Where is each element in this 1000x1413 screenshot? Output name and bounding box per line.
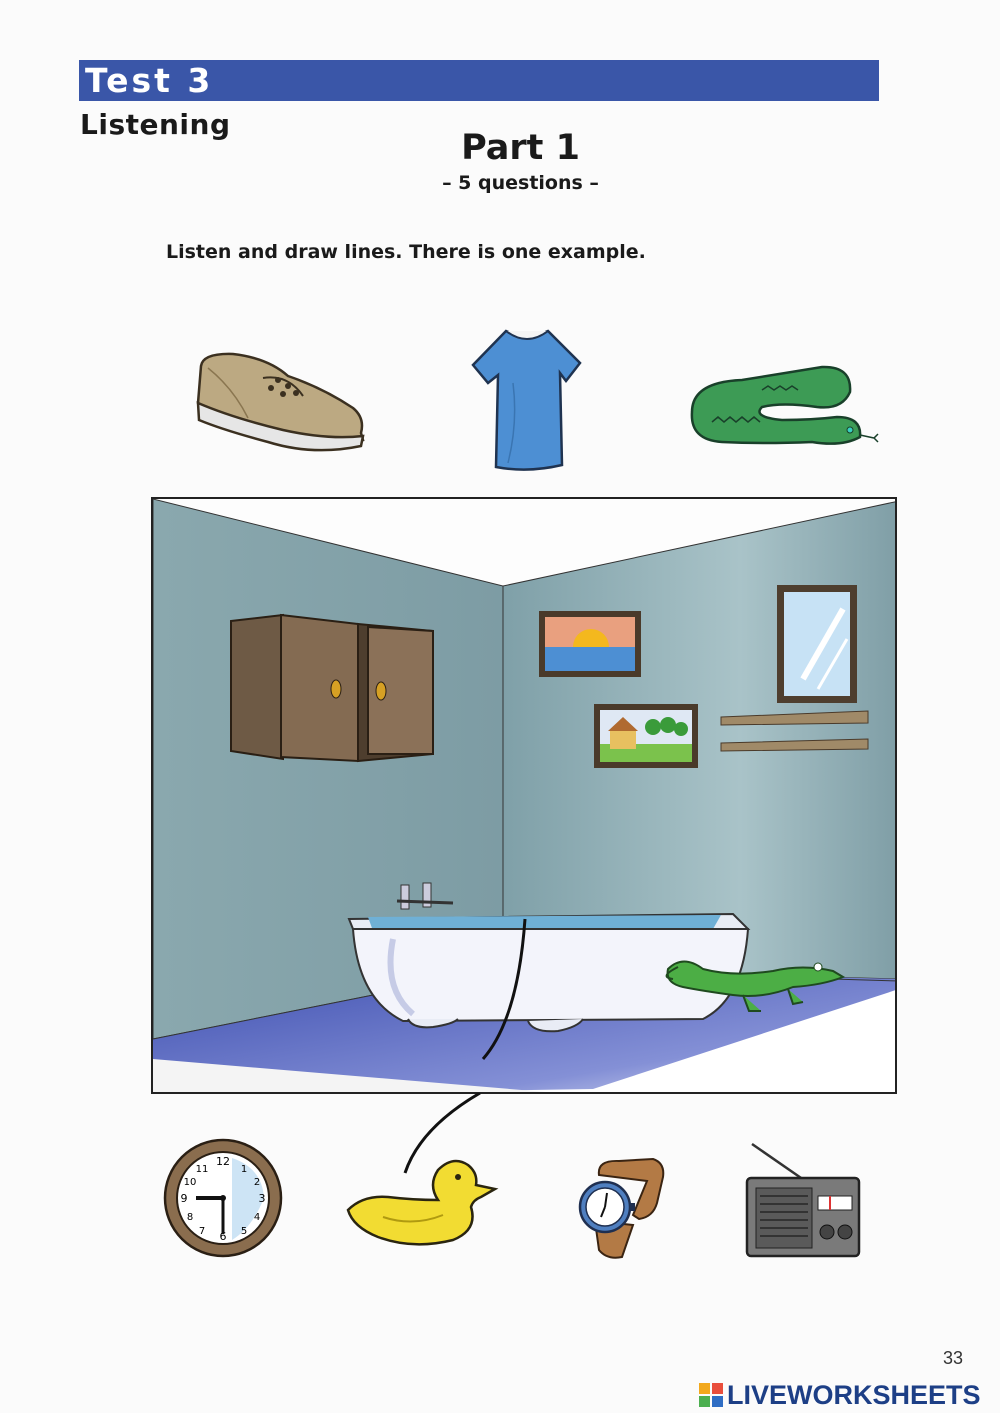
svg-text:1: 1 [240,1164,248,1175]
watch-icon[interactable] [577,1155,669,1263]
t-shirt-icon[interactable] [468,323,586,475]
svg-text:3: 3 [258,1192,266,1205]
svg-text:2: 2 [253,1177,261,1188]
house-picture [594,704,698,768]
clock-icon[interactable] [162,1138,284,1258]
svg-text:5: 5 [240,1226,248,1237]
svg-text:10: 10 [183,1177,197,1188]
svg-text:8: 8 [186,1212,194,1223]
sunset-picture [539,611,641,677]
radio-icon[interactable] [744,1140,864,1260]
svg-text:9: 9 [180,1192,188,1205]
section-label: Listening [80,108,231,141]
svg-text:6: 6 [219,1230,227,1243]
duck-icon[interactable] [343,1155,499,1247]
test-label: Test 3 [85,61,214,100]
svg-text:12: 12 [216,1155,230,1168]
test-header-band [79,60,879,101]
liveworksheets-brand[interactable] [698,1380,981,1410]
bathroom-drawing [153,499,897,1094]
cupboard [231,615,433,761]
svg-text:4: 4 [253,1212,261,1223]
part-title: Part 1 [461,128,580,168]
snake-icon[interactable] [682,362,882,447]
page-number: 33 [943,1348,964,1368]
part-subtitle: – 5 questions – [442,172,599,194]
svg-text:11: 11 [195,1164,209,1175]
brand-text: LIVEWORKSHEETS [727,1379,981,1410]
bathroom-scene [151,497,897,1094]
shoe-icon[interactable] [193,348,368,458]
mirror [777,585,857,703]
liveworksheets-logo-icon [698,1382,724,1408]
instruction-text: Listen and draw lines. There is one example. [166,241,646,263]
svg-text:7: 7 [198,1226,206,1237]
